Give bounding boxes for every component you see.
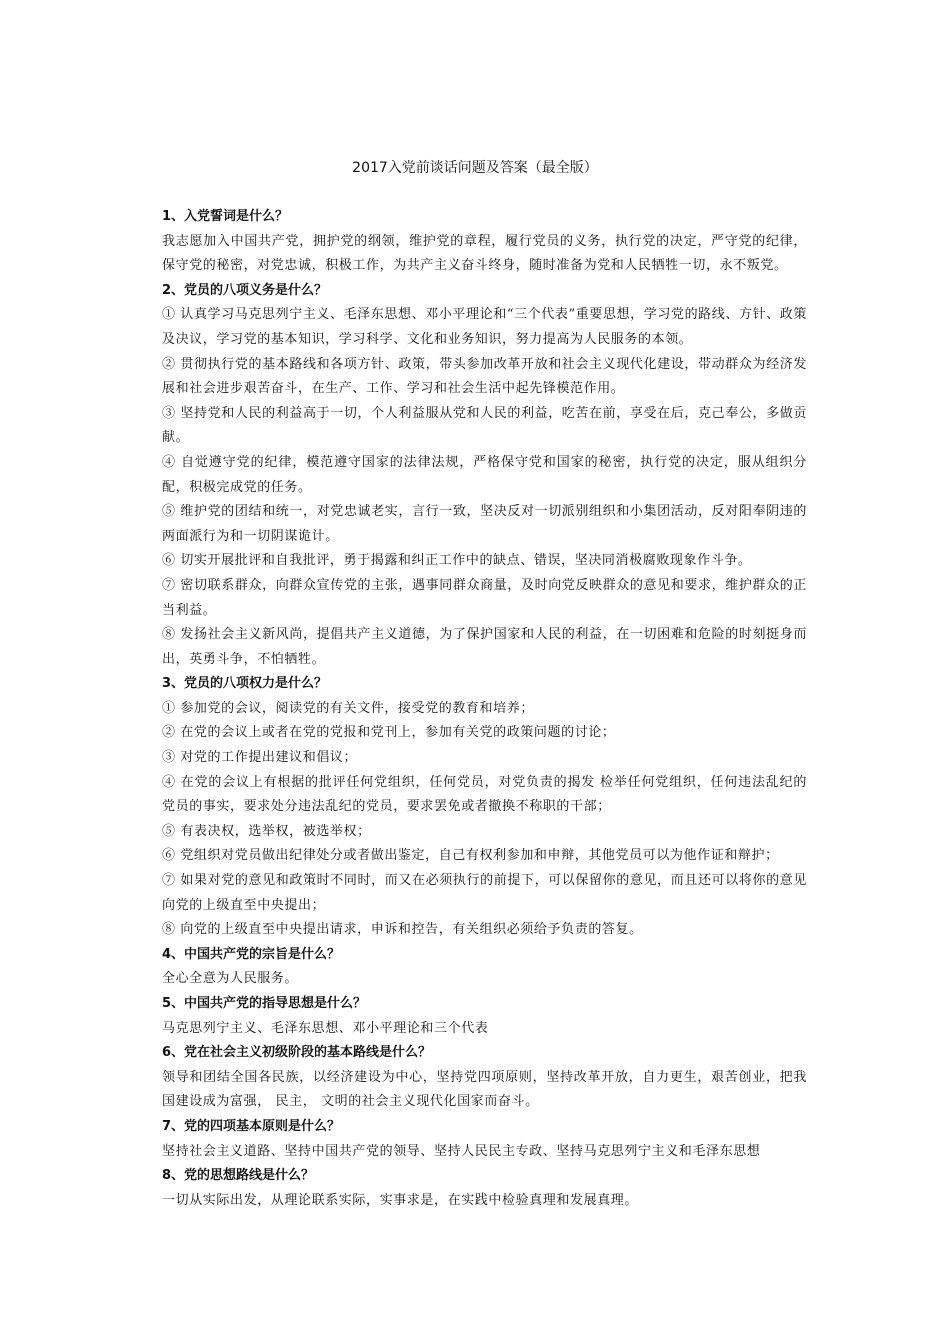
qa-section bbox=[162, 943, 807, 992]
answer-paragraph: 坚持社会主义道路、坚持中国共产党的领导、坚持人民民主专政、坚持马克思列宁主义和毛泽东思想 bbox=[162, 1143, 761, 1159]
question-heading: 6、党在社会主义初级阶段的基本路线是什么？ bbox=[162, 1045, 432, 1061]
qa-section bbox=[162, 279, 807, 673]
answer-paragraph: ② 贯彻执行党的基本路线和各项方针、政策，带头参加改革开放和社会主义现代化建设，带动群众为经济发展和社会进步艰苦奋斗，在生产、工作、学习和社会生活中起先锋模范作用。 bbox=[162, 356, 807, 397]
qa-section bbox=[162, 205, 807, 279]
answer-paragraph: 领导和团结全国各民族，以经济建设为中心，坚持党四项原则，坚持改革开放，自力更生，艰苦创业，把我国建设成为富强， 民主， 文明的社会主义现代化国家而奋斗。 bbox=[162, 1069, 807, 1110]
question-heading: 2、党员的八项义务是什么？ bbox=[162, 282, 328, 298]
answer-paragraph: 一切从实际出发，从理论联系实际，实事求是，在实践中检验真理和发展真理。 bbox=[162, 1192, 639, 1208]
answer-paragraph: ⑤ 维护党的团结和统一，对党忠诚老实，言行一致，坚决反对一切派别组织和小集团活动，反对阳奉阴违的两面派行为和一切阴谋诡计。 bbox=[162, 504, 807, 544]
answer-paragraph: ③ 坚持党和人民的利益高于一切，个人利益服从党和人民的利益，吃苦在前，享受在后，克己奉公，多做贡献。 bbox=[162, 405, 807, 446]
answer-paragraph: ① 认真学习马克思列宁主义、毛泽东思想、邓小平理论和“三个代表”重要思想，学习党的路线、方针、政策及决议，学习党的基本知识，学习科学、文化和业务知识，努力提高为人民服务的本领。 bbox=[162, 307, 807, 347]
answer-paragraph: ① 参加党的会议，阅读党的有关文件，接受党的教育和培养； bbox=[162, 700, 534, 716]
qa-section bbox=[162, 1115, 807, 1164]
document-title: 2017入党前谈话问题及答案（最全版） bbox=[352, 160, 598, 176]
answer-paragraph: ② 在党的会议上或者在党的党报和党刊上，参加有关党的政策问题的讨论； bbox=[162, 725, 616, 741]
qa-section bbox=[162, 672, 807, 943]
answer-paragraph: ⑧ 发扬社会主义新风尚，提倡共产主义道德，为了保护国家和人民的利益，在一切困难和危险的时刻挺身而出，英勇斗争，不怕牺牲。 bbox=[162, 627, 807, 667]
question-heading: 4、中国共产党的宗旨是什么？ bbox=[162, 946, 341, 962]
answer-paragraph: ⑦ 如果对党的意见和政策时不同时，而又在必须执行的前提下，可以保留你的意见，而且还可以将你的意见向党的上级直至中央提出； bbox=[162, 873, 807, 913]
answer-paragraph: ⑥ 党组织对党员做出纪律处分或者做出鉴定，自己有权利参加和申辩，其他党员可以为他作证和辩护； bbox=[162, 848, 779, 864]
answer-paragraph: ⑤ 有表决权，选举权，被选举权； bbox=[162, 823, 371, 839]
qa-section bbox=[162, 1041, 807, 1115]
question-heading: 7、党的四项基本原则是什么？ bbox=[162, 1118, 341, 1134]
document-body bbox=[162, 205, 807, 1213]
answer-paragraph: ⑧ 向党的上级直至中央提出请求，申诉和控告，有关组织必须给予负责的答复。 bbox=[162, 922, 643, 938]
answer-paragraph: 我志愿加入中国共产党，拥护党的纲领，维护党的章程，履行党员的义务，执行党的决定，严守党的纪律，保守党的秘密，对党忠诚，积极工作，为共产主义奋斗终身，随时准备为党和人民牺牲一切，永不叛党。 bbox=[162, 233, 807, 274]
answer-paragraph: ⑦ 密切联系群众，向群众宣传党的主张，遇事同群众商量，及时向党反映群众的意见和要求，维护群众的正当利益。 bbox=[162, 577, 807, 618]
question-heading: 3、党员的八项权力是什么？ bbox=[162, 676, 328, 692]
question-heading: 5、中国共产党的指导思想是什么？ bbox=[162, 996, 367, 1011]
answer-paragraph: ⑥ 切实开展批评和自我批评，勇于揭露和纠正工作中的缺点、错误，坚决同消极腐败现象作斗争。 bbox=[162, 553, 752, 569]
qa-section bbox=[162, 1164, 807, 1213]
answer-paragraph: ④ 在党的会议上有根据的批评任何党组织，任何党员，对党负责的揭发 检举任何党组织，任何违法乱纪的党员的事实，要求处分违法乱纪的党员，要求罢免或者撤换不称职的干部； bbox=[162, 774, 807, 815]
answer-paragraph: 全心全意为人民服务。 bbox=[162, 971, 299, 987]
answer-paragraph: 马克思列宁主义、毛泽东思想、邓小平理论和三个代表 bbox=[162, 1020, 489, 1036]
question-heading: 1、入党誓词是什么？ bbox=[162, 209, 289, 224]
qa-section bbox=[162, 992, 807, 1041]
answer-paragraph: ③ 对党的工作提出建议和倡议； bbox=[162, 750, 358, 766]
answer-paragraph: ④ 自觉遵守党的纪律，模范遵守国家的法律法规，严格保守党和国家的秘密，执行党的决定，服从组织分配，积极完成党的任务。 bbox=[162, 454, 807, 495]
question-heading: 8、党的思想路线是什么？ bbox=[162, 1168, 315, 1184]
